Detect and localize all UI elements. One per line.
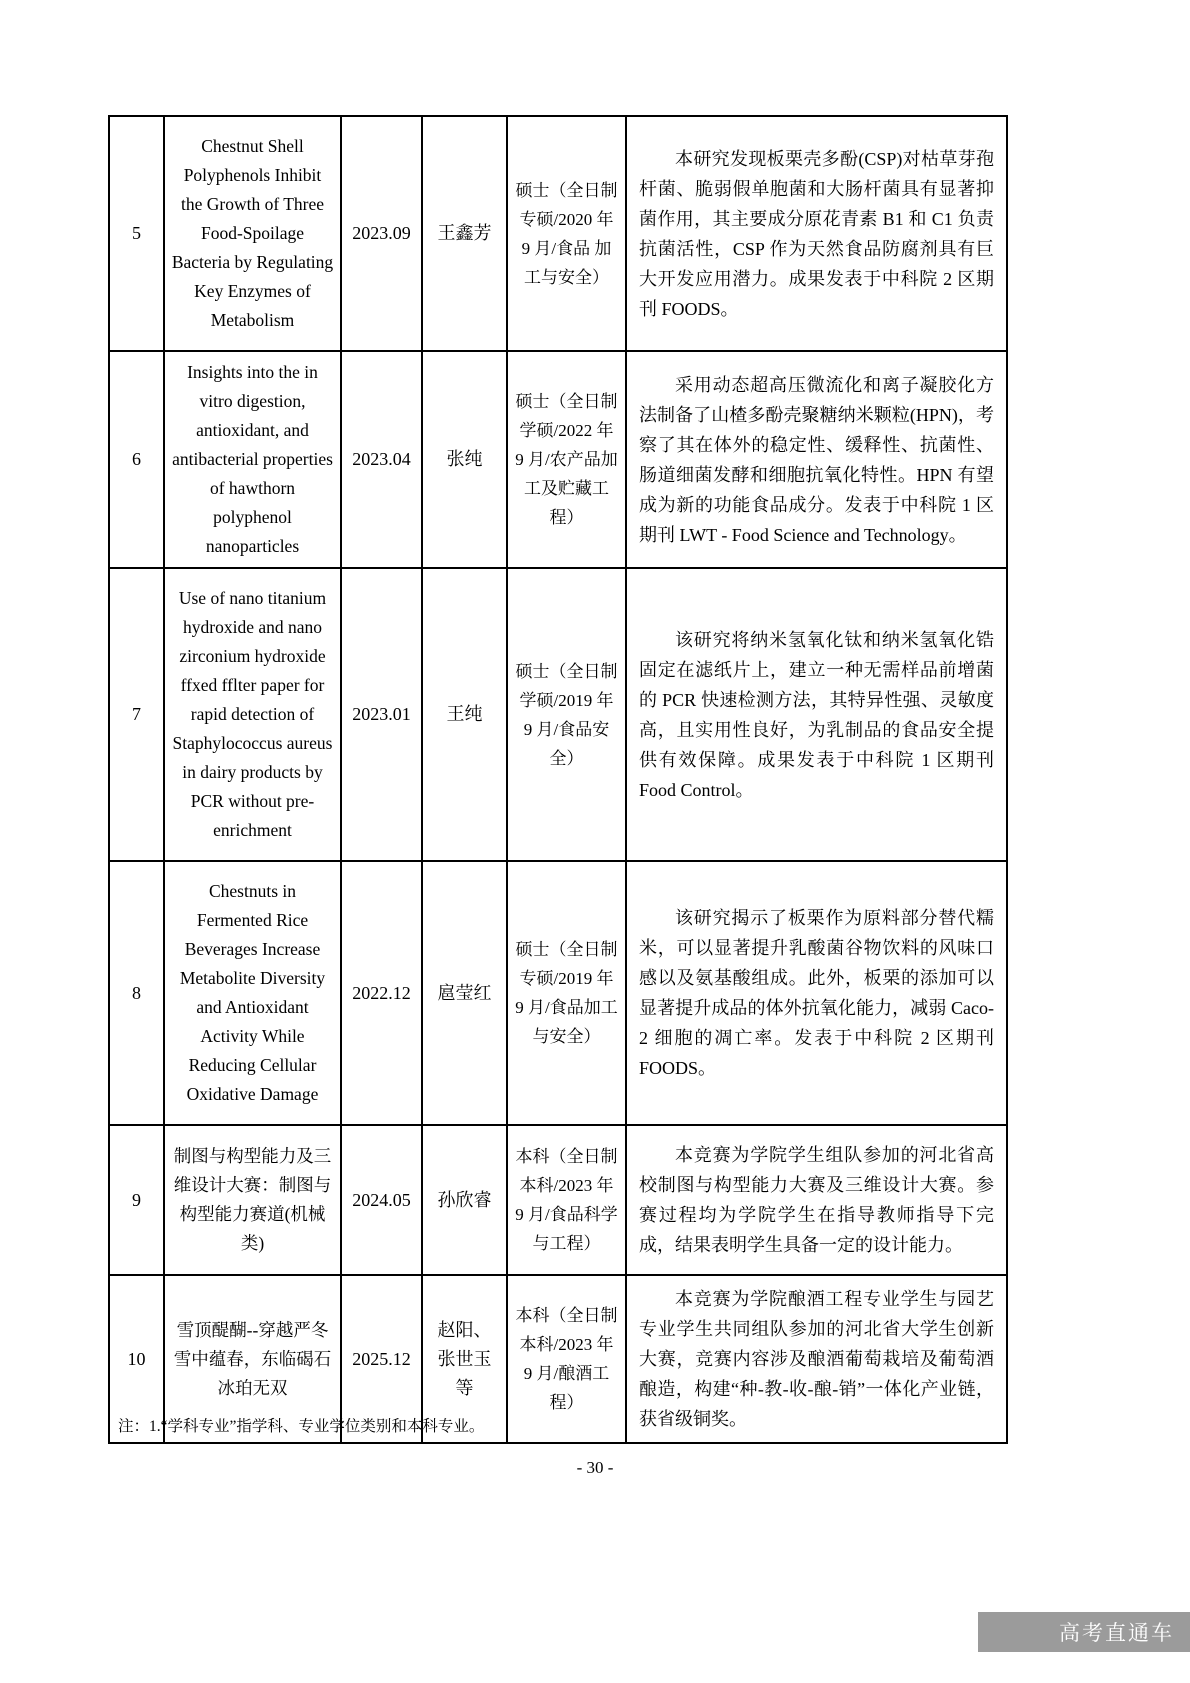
achievement-description [626, 1125, 1007, 1275]
description-text: 采用动态超高压微流化和离子凝胶化方法制备了山楂多酚壳聚糖纳米颗粒(HPN)，考察了其在体外的稳定性、缓释性、抗菌性、肠道细菌发酵和细胞抗氧化特性。HPN 有望成为新的功能食品成分。发表于中科院 1 区期刊 LWT - Food Science and Technology。 [639, 374, 994, 545]
table-row [109, 861, 1007, 1125]
table-row [109, 568, 1007, 861]
table-row [109, 116, 1007, 351]
row-number: 8 [109, 861, 164, 1125]
achievement-title: Chestnut Shell Polyphenols Inhibit the Growth of Three Food-Spoilage Bacteria by Regulating Key Enzymes of Metabolism [164, 116, 341, 351]
description-text: 本竞赛为学院学生组队参加的河北省高校制图与构型能力大赛及三维设计大赛。参赛过程均为学院学生在指导教师指导下完成，结果表明学生具备一定的设计能力。 [639, 1145, 994, 1255]
program-info: 硕士（全日制专硕/2020 年 9 月/食品 加工与安全） [507, 116, 626, 351]
row-number: 6 [109, 351, 164, 568]
achievement-date: 2022.12 [341, 861, 422, 1125]
footnote: 注：1.“学科专业”指学科、专业学位类别和本科专业。 [118, 1418, 485, 1435]
description-text: 该研究揭示了板栗作为原料部分替代糯米，可以显著提升乳酸菌谷物饮料的风味口感以及氨基酸组成。此外，板栗的添加可以显著提升成品的体外抗氧化能力，减弱 Caco-2 细胞的凋亡率。发表于中科院 2 区期刊 FOODS。 [639, 908, 994, 1078]
achievement-date: 2024.05 [341, 1125, 422, 1275]
achievement-title: Chestnuts in Fermented Rice Beverages Increase Metabolite Diversity and Antioxidant Activity While Reducing Cellular Oxidative Damage [164, 861, 341, 1125]
achievement-title: 制图与构型能力及三维设计大赛：制图与构型能力赛道(机械类) [164, 1125, 341, 1275]
achievement-date: 2023.09 [341, 116, 422, 351]
achievement-date: 2023.04 [341, 351, 422, 568]
description-text: 本研究发现板栗壳多酚(CSP)对枯草芽孢杆菌、脆弱假单胞菌和大肠杆菌具有显著抑菌作用，其主要成分原花青素 B1 和 C1 负责抗菌活性，CSP 作为天然食品防腐剂具有巨大开发应用潜力。成果发表于中科院 2 区期刊 FOODS。 [639, 148, 994, 319]
table-row [109, 1125, 1007, 1275]
achievement-title: Insights into the in vitro digestion, antioxidant, and antibacterial properties of hawthorn polyphenol nanoparticles [164, 351, 341, 568]
watermark-badge: 高考直通车 [978, 1612, 1190, 1652]
table-row [109, 351, 1007, 568]
achievement-description [626, 1275, 1007, 1443]
program-info: 本科（全日制本科/2023 年 9 月/酿酒工程） [507, 1275, 626, 1443]
program-info: 硕士（全日制专硕/2019 年 9 月/食品加工与安全） [507, 861, 626, 1125]
description-text: 本竞赛为学院酿酒工程专业学生与园艺专业学生共同组队参加的河北省大学生创新大赛，竞赛内容涉及酿酒葡萄栽培及葡萄酒酿造，构建“种-教-收-酿-销”一体化产业链，获省级铜奖。 [639, 1289, 994, 1429]
row-number: 9 [109, 1125, 164, 1275]
row-number: 7 [109, 568, 164, 861]
student-name: 孙欣睿 [422, 1125, 507, 1275]
achievement-description [626, 861, 1007, 1125]
achievement-description [626, 351, 1007, 568]
achievement-description [626, 568, 1007, 861]
row-number: 10 [109, 1275, 164, 1443]
program-info: 硕士（全日制学硕/2022 年 9 月/农产品加工及贮藏工程） [507, 351, 626, 568]
achievement-date: 2025.12 [341, 1275, 422, 1443]
achievement-title: 雪顶醍醐--穿越严冬雪中蕴春，东临碣石冰珀无双 [164, 1275, 341, 1443]
page-number: - 30 - [576, 1458, 614, 1477]
student-name: 张纯 [422, 351, 507, 568]
achievement-date: 2023.01 [341, 568, 422, 861]
achievement-description [626, 116, 1007, 351]
program-info: 硕士（全日制学硕/2019 年 9 月/食品安全） [507, 568, 626, 861]
student-name: 王鑫芳 [422, 116, 507, 351]
student-name: 赵阳、张世玉等 [422, 1275, 507, 1443]
student-name: 王纯 [422, 568, 507, 861]
achievement-title: Use of nano titanium hydroxide and nano zirconium hydroxide ffxed fflter paper for rapid detection of Staphylococcus aureus in dairy products by PCR without pre-enrichment [164, 568, 341, 861]
description-text: 该研究将纳米氢氧化钛和纳米氢氧化锆固定在滤纸片上，建立一种无需样品前增菌的 PCR 快速检测方法，其特异性强、灵敏度高，且实用性良好，为乳制品的食品安全提供有效保障。成果发表于中科院 1 区期刊 Food Control。 [639, 629, 994, 800]
program-info: 本科（全日制本科/2023 年 9 月/食品科学与工程） [507, 1125, 626, 1275]
publications-table [108, 115, 1008, 1444]
row-number: 5 [109, 116, 164, 351]
student-name: 扈莹红 [422, 861, 507, 1125]
